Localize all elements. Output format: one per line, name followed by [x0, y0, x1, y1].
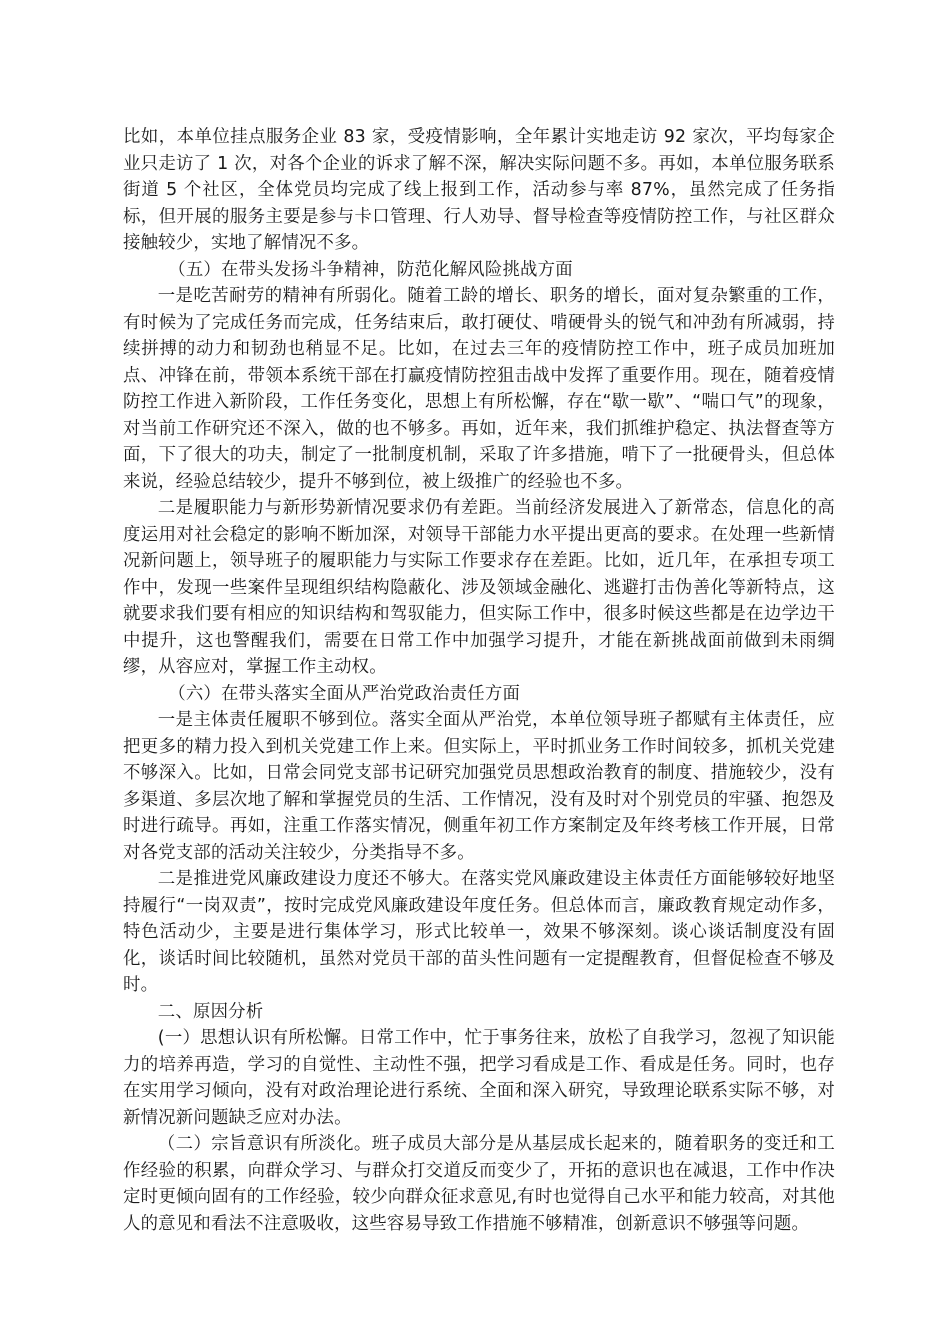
body-paragraph: 一是吃苦耐劳的精神有所弱化。随着工龄的增长、职务的增长，面对复杂繁重的工作，有时候为了完成任务而完成，任务结束后，敢打硬仗、啃硬骨头的锐气和冲劲有所减弱，持续拼搏的动力和韧劲也稍显不足。比如，在过去三年的疫情防控工作中，班子成员加班加点、冲锋在前，带领本系统干部在打赢疫情防控狙击战中发挥了重要作用。现在，随着疫情防控工作进入新阶段，工作任务变化，思想上有所松懈，存在“歇一歇”、“喘口气”的现象，对当前工作研究还不深入，做的也不够多。再如，近年来，我们抓维护稳定、执法督查等方面，下了很大的功夫，制定了一批制度机制，采取了许多措施，啃下了一批硬骨头，但总体来说，经验总结较少，提升不够到位，被上级推广的经验也不多。: [123, 286, 835, 492]
body-paragraph: 比如，本单位挂点服务企业 83 家，受疫情影响，全年累计实地走访 92 家次，平均每家企业只走访了 1 次，对各个企业的诉求了解不深，解决实际问题不多。再如，本单位服务联系街道 5 个社区，全体党员均完成了线上报到工作，活动参与率 87%，虽然完成了任务指标，但开展的服务主要是参与卡口管理、行人劝导、督导检查等疫情防控工作，与社区群众接触较少，实地了解情况不多。: [123, 127, 835, 253]
body-paragraph: 一是主体责任履职不够到位。落实全面从严治党，本单位领导班子都赋有主体责任，应把更多的精力投入到机关党建工作上来。但实际上，平时抓业务工作时间较多，抓机关党建不够深入。比如，日常会同党支部书记研究加强党员思想政治教育的制度、措施较少，没有多渠道、多层次地了解和掌握党员的生活、工作情况，没有及时对个别党员的牢骚、抱怨及时进行疏导。再如，注重工作落实情况，侧重年初工作方案制定及年终考核工作开展，日常对各党支部的活动关注较少，分类指导不多。: [123, 710, 835, 863]
body-paragraph: （二）宗旨意识有所淡化。班子成员大部分是从基层成长起来的，随着职务的变迁和工作经验的积累，向群众学习、与群众打交道反而变少了，开拓的意识也在减退，工作中作决定时更倾向固有的工作经验，较少向群众征求意见,有时也觉得自己水平和能力较高，对其他人的意见和看法不注意吸收，这些容易导致工作措施不够精准，创新意识不够强等问题。: [123, 1134, 835, 1234]
body-paragraph: 二是履职能力与新形势新情况要求仍有差距。当前经济发展进入了新常态，信息化的高度运用对社会稳定的影响不断加深，对领导干部能力水平提出更高的要求。在处理一些新情况新问题上，领导班子的履职能力与实际工作要求存在差距。比如，近几年，在承担专项工作中，发现一些案件呈现组织结构隐蔽化、涉及领域金融化、逃避打击伪善化等新特点，这就要求我们要有相应的知识结构和驾驭能力，但实际工作中，很多时候这些都是在边学边干中提升，这也警醒我们，需要在日常工作中加强学习提升，才能在新挑战面前做到未雨绸缪，从容应对，掌握工作主动权。: [123, 498, 835, 677]
body-paragraph: 二是推进党风廉政建设力度还不够大。在落实党风廉政建设主体责任方面能够较好地坚持履行“一岗双责”，按时完成党风廉政建设年度任务。但总体而言，廉政教育规定动作多，特色活动少，主要是进行集体学习，形式比较单一，效果不够深刻。谈心谈话制度没有固化，谈话时间比较随机，虽然对党员干部的苗头性问题有一定提醒教育，但督促检查不够及时。: [123, 869, 835, 995]
document-page: [123, 124, 835, 1237]
body-paragraph: (一）思想认识有所松懈。日常工作中，忙于事务往来，放松了自我学习，忽视了知识能力的培养再造，学习的自觉性、主动性不强，把学习看成是工作、看成是任务。同时，也存在实用学习倾向，没有对政治理论进行系统、全面和深入研究，导致理论联系实际不够，对新情况新问题缺乏应对办法。: [123, 1028, 835, 1128]
section-heading: 二、原因分析: [157, 1001, 264, 1022]
section-heading: （六）在带头落实全面从严治党政治责任方面: [168, 683, 521, 704]
section-heading: （五）在带头发扬斗争精神，防范化解风险挑战方面: [168, 259, 573, 280]
